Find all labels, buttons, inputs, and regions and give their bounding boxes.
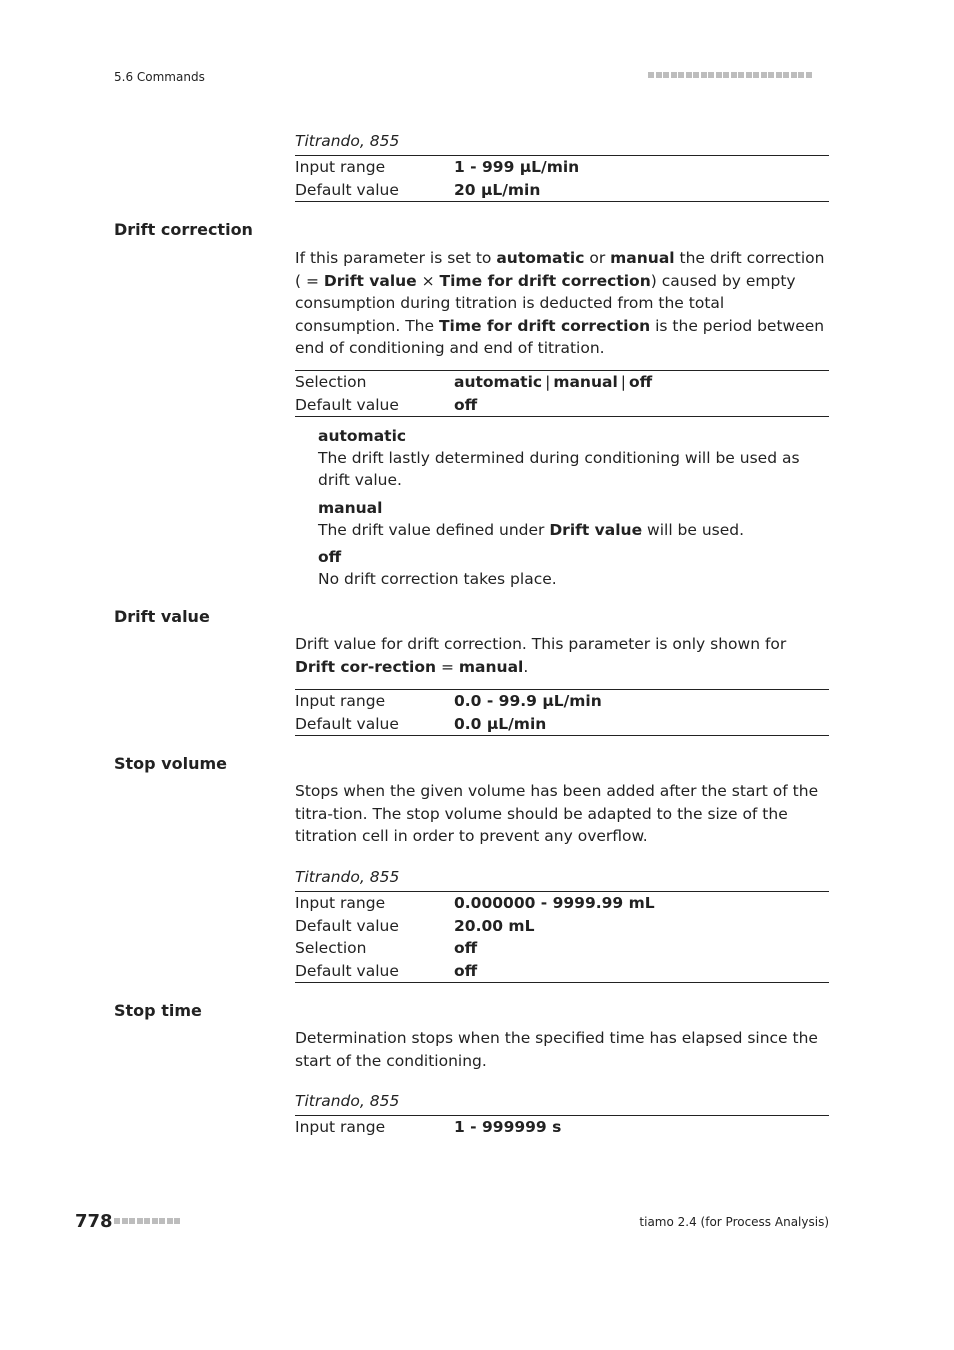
option-automatic	[318, 425, 828, 491]
row-value: 1 - 999999 s	[454, 1118, 562, 1136]
drift-correction-description: If this parameter is set to automatic or manual the drift correction ( = Drift value × Time for drift correction) caused by empty consumption during titration is deducted from the total consumption. The Time for drift correction is the period between end of conditioning and end of titration.	[295, 249, 825, 357]
row-key: Default value	[295, 395, 399, 414]
row-value: 0.0 µL/min	[454, 714, 547, 733]
row-key: Input range	[295, 692, 386, 710]
row-key: Default value	[295, 180, 399, 199]
param-table	[295, 891, 829, 983]
table-row	[295, 1116, 829, 1139]
table-row	[295, 394, 829, 417]
running-header-section: 5.6 Commands	[114, 70, 205, 84]
row-key: Input range	[295, 158, 386, 176]
row-value: off	[454, 939, 478, 957]
page-number: 778	[75, 1211, 113, 1232]
table-row	[295, 937, 829, 960]
section-title-drift-correction: Drift correction	[114, 220, 253, 239]
table-row	[295, 960, 829, 983]
option-title: automatic	[318, 427, 407, 445]
param-table	[295, 1115, 829, 1139]
param-table	[295, 155, 829, 202]
table-caption: Titrando, 855	[295, 1092, 400, 1110]
option-title: manual	[318, 499, 383, 517]
stop-volume-description: Stops when the given volume has been added after the start of the titra-tion. The stop volume should be adapted to the size of the titration cell in order to prevent any overflow.	[295, 782, 819, 845]
table-caption: Titrando, 855	[295, 132, 400, 150]
row-value: automatic | manual | off	[454, 373, 653, 391]
row-key: Input range	[295, 894, 386, 912]
option-manual	[318, 497, 828, 541]
section-title-drift-value: Drift value	[114, 607, 210, 626]
section-title-stop-volume: Stop volume	[114, 754, 228, 773]
row-value: 0.000000 - 9999.99 mL	[454, 894, 655, 912]
row-value: off	[454, 395, 478, 414]
table-row	[295, 892, 829, 915]
row-value: 1 - 999 µL/min	[454, 158, 580, 176]
option-description: The drift value defined under Drift value will be used.	[318, 521, 745, 539]
row-key: Input range	[295, 1118, 386, 1136]
table-row	[295, 713, 829, 736]
row-key: Selection	[295, 939, 367, 957]
drift-value-description: Drift value for drift correction. This parameter is only shown for Drift cor-rection = manual.	[295, 635, 787, 676]
table-row	[295, 156, 829, 179]
option-title: off	[318, 548, 342, 566]
table-row	[295, 690, 829, 713]
row-value: 20.00 mL	[454, 916, 535, 935]
header-dot-bar	[648, 72, 812, 78]
option-description: No drift correction takes place.	[318, 570, 557, 588]
table-row	[295, 179, 829, 202]
param-table	[295, 370, 829, 417]
row-value: off	[454, 961, 478, 980]
table-row	[295, 915, 829, 938]
row-value: 20 µL/min	[454, 180, 541, 199]
param-table	[295, 689, 829, 736]
stop-time-description: Determination stops when the specified time has elapsed since the start of the conditioning.	[295, 1029, 818, 1070]
footer-product: tiamo 2.4 (for Process Analysis)	[639, 1215, 829, 1229]
section-title-stop-time: Stop time	[114, 1001, 202, 1020]
option-off	[318, 546, 828, 590]
option-description: The drift lastly determined during conditioning will be used as drift value.	[318, 449, 800, 489]
row-value: 0.0 - 99.9 µL/min	[454, 692, 602, 710]
table-row	[295, 371, 829, 394]
footer-dot-bar	[114, 1218, 180, 1224]
table-caption: Titrando, 855	[295, 868, 400, 886]
row-key: Selection	[295, 373, 367, 391]
row-key: Default value	[295, 714, 399, 733]
row-key: Default value	[295, 916, 399, 935]
row-key: Default value	[295, 961, 399, 980]
